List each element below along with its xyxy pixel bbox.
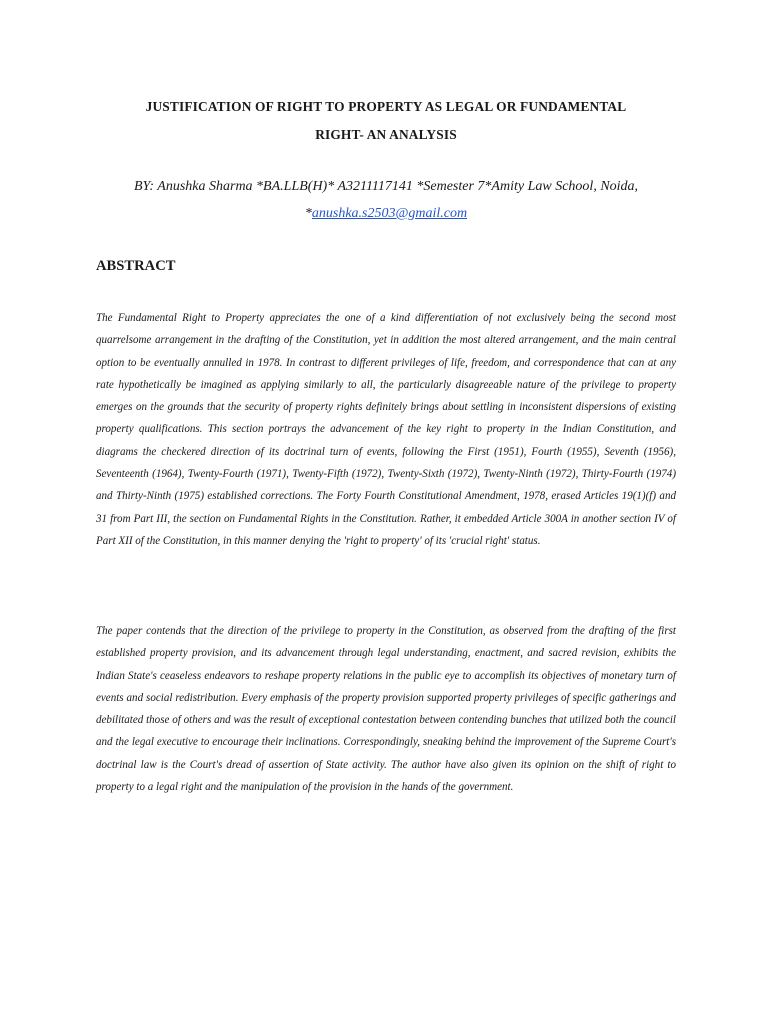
paper-title-line-1: JUSTIFICATION OF RIGHT TO PROPERTY AS LEGAL OR FUNDAMENTAL: [145, 99, 627, 114]
author-byline: [96, 173, 676, 227]
author-details: BY: Anushka Sharma *BA.LLB(H)* A3211117141 *Semester 7*Amity Law School, Noida,: [133, 179, 639, 194]
abstract-heading: ABSTRACT: [96, 258, 176, 274]
paper-title: [96, 93, 676, 149]
email-prefix: *: [304, 206, 312, 221]
paper-title-line-2: RIGHT- AN ANALYSIS: [315, 127, 457, 142]
abstract-paragraph-1: The Fundamental Right to Property appreciates the one of a kind differentiation of not exclusively being the second most quarrelsome arrangement in the drafting of the Constitution, yet in addition the most altered arrangement, and the main central option to be eventually annulled in 1978. In contrast to different privileges of life, freedom, and correspondence that can at any rate hypothetically be imagined as applying similarly to all, the particularly disagreeable nature of the privilege to property emerges on the grounds that the security of property rights definitely brings about settling in inconsistent dispersions of existing property qualifications. This section portrays the advancement of the key right to property in the Indian Constitution, and diagrams the checkered direction of its doctrinal turn of events, following the First (1951), Fourth (1955), Seventh (1956), Seventeenth (1964), Twenty-Fourth (1971), Twenty-Fifth (1972), Twenty-Sixth (1972), Twenty-Ninth (1972), Thirty-Fourth (1974) and Thirty-Ninth (1975) established corrections. The Forty Fourth Constitutional Amendment, 1978, erased Articles 19(1)(f) and 31 from Part III, the section on Fundamental Rights in the Constitution. Rather, it embedded Article 300A in another section IV of Part XII of the Constitution, in this manner denying the 'right to property' of its 'crucial right' status.: [96, 312, 676, 547]
abstract-paragraph-2: The paper contends that the direction of the privilege to property in the Constitution, as observed from the drafting of the first established property provision, and its advancement through legal understanding, enactment, and sacred revision, exhibits the Indian State's ceaseless endeavors to reshape property relations in the public eye to accomplish its objectives of monetary turn of events and social redistribution. Every emphasis of the property provision supported property privileges of specific gatherings and debilitated those of others and was the result of exceptional contestation between contending bunches that utilized both the council and the legal executive to encourage their inclinations. Correspondingly, sneaking behind the improvement of the Supreme Court's doctrinal law is the Court's dread of assertion of State activity. The author have also given its opinion on the shift of right to property to a legal right and the manipulation of the provision in the hands of the government.: [96, 625, 676, 794]
author-email-link[interactable]: anushka.s2503@gmail.com: [311, 206, 468, 221]
